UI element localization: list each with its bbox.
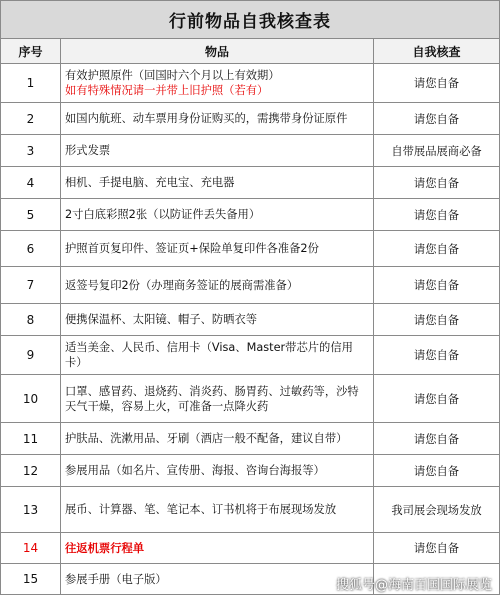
column-header-item: 物品 (61, 39, 374, 64)
table-row (1, 336, 500, 375)
table-row (1, 533, 500, 564)
row-number: 4 (1, 167, 61, 199)
table-row (1, 167, 500, 199)
row-item: 展币、计算器、笔、笔记本、订书机将于布展现场发放 (61, 487, 374, 533)
column-header-no: 序号 (1, 39, 61, 64)
row-item: 参展手册（电子版） (61, 564, 374, 595)
row-number: 9 (1, 336, 61, 375)
row-number: 7 (1, 267, 61, 304)
row-check: 我司展会现场发放 (374, 487, 500, 533)
page-title: 行前物品自我核查表 (1, 1, 500, 39)
column-header-check: 自我核查 (374, 39, 500, 64)
table-row (1, 267, 500, 304)
row-check: 请您自备 (374, 64, 500, 103)
row-number: 14 (1, 533, 61, 564)
row-check: 请您自备 (374, 336, 500, 375)
table-row (1, 375, 500, 423)
row-number: 15 (1, 564, 61, 595)
row-check: 请您自备 (374, 533, 500, 564)
header-row (1, 39, 500, 64)
row-number: 3 (1, 135, 61, 167)
table-row (1, 487, 500, 533)
row-check: 自带展品展商必备 (374, 135, 500, 167)
row-check: 请您自备 (374, 423, 500, 455)
watermark: 搜狐号@海南百国国际展览 (335, 578, 492, 593)
row-check: 请您自备 (374, 304, 500, 336)
row-item: 护肤品、洗漱用品、牙刷（酒店一般不配备，建议自带） (61, 423, 374, 455)
row-number: 6 (1, 231, 61, 267)
table-row (1, 199, 500, 231)
row-number: 8 (1, 304, 61, 336)
table-row (1, 455, 500, 487)
row-number: 13 (1, 487, 61, 533)
row-item: 如国内航班、动车票用身份证购买的，需携带身份证原件 (61, 103, 374, 135)
row-check: 请您自备 (374, 375, 500, 423)
row-item: 便携保温杯、太阳镜、帽子、防晒衣等 (61, 304, 374, 336)
row-number: 10 (1, 375, 61, 423)
row-item: 口罩、感冒药、退烧药、消炎药、肠胃药、过敏药等，沙特天气干燥，容易上火，可准备一点降火药 (61, 375, 374, 423)
row-number: 2 (1, 103, 61, 135)
row-item: 适当美金、人民币、信用卡（Visa、Master带芯片的信用卡） (61, 336, 374, 375)
row-item: 相机、手提电脑、充电宝、充电器 (61, 167, 374, 199)
row-item-text: 有效护照原件（回国时六个月以上有效期） (65, 69, 280, 82)
table-row (1, 135, 500, 167)
table-row (1, 304, 500, 336)
row-check: 请您自备 (374, 199, 500, 231)
row-item: 往返机票行程单 (61, 533, 374, 564)
row-number: 5 (1, 199, 61, 231)
row-check: 请您自备 (374, 455, 500, 487)
row-item-note: 如有特殊情况请一并带上旧护照（若有） (65, 84, 269, 97)
row-number: 11 (1, 423, 61, 455)
row-item: 参展用品（如名片、宣传册、海报、咨询台海报等） (61, 455, 374, 487)
row-number: 1 (1, 64, 61, 103)
table-row (1, 103, 500, 135)
row-item (61, 64, 374, 103)
row-number: 12 (1, 455, 61, 487)
row-item: 返签号复印2份（办理商务签证的展商需准备） (61, 267, 374, 304)
row-check: 请您自备 (374, 167, 500, 199)
row-item: 护照首页复印件、签证页+保险单复印件各准备2份 (61, 231, 374, 267)
row-check: 请您自备 (374, 103, 500, 135)
title-row (1, 1, 500, 39)
row-check: 请您自备 (374, 231, 500, 267)
row-check: 请您自备 (374, 267, 500, 304)
row-item: 形式发票 (61, 135, 374, 167)
row-item: 2寸白底彩照2张（以防证件丢失备用） (61, 199, 374, 231)
table-row (1, 231, 500, 267)
table-row (1, 64, 500, 103)
table-row (1, 423, 500, 455)
